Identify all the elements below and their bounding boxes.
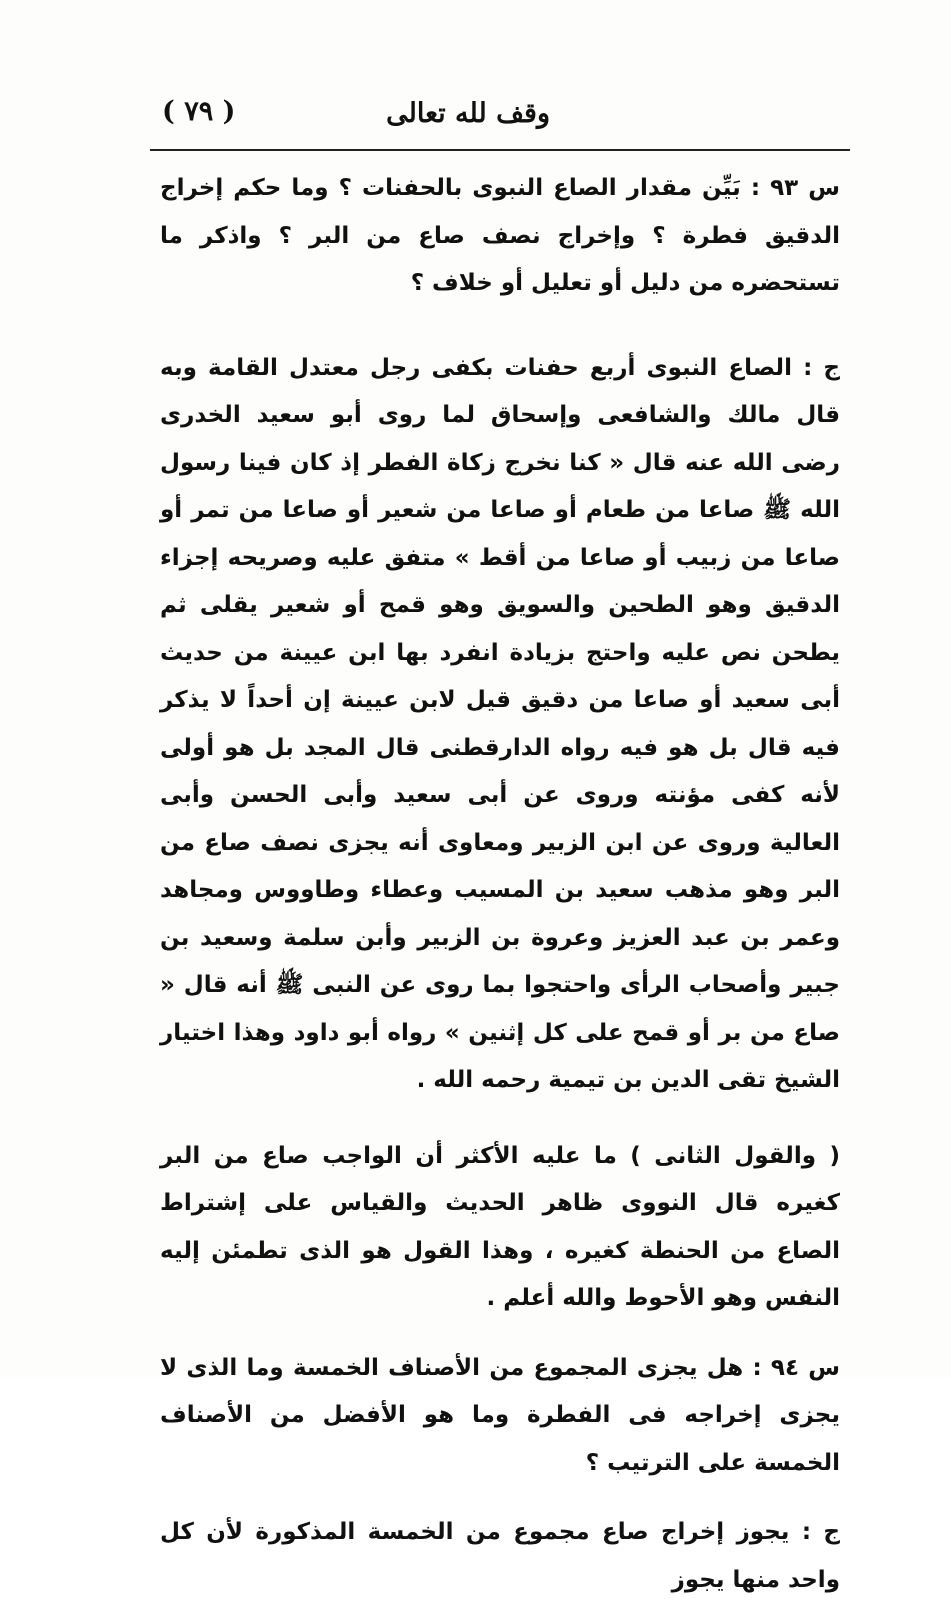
page-number: ( ٧٩ )	[162, 96, 236, 127]
question-93: س ٩٣ : بَيِّن مقدار الصاع النبوى بالحفنات ؟ وما حكم إخراج الدقيق فطرة ؟ وإخراج نصف صاع من البر ؟ واذكر ما تستحضره من دليل أو تعليل أو خلاف ؟	[160, 175, 840, 296]
page-header	[150, 92, 850, 142]
answer-93: ج : الصاع النبوى أربع حفنات بكفى رجل معتدل القامة وبه قال مالك والشافعى وإسحاق لما روى أبو سعيد الخدرى رضى الله عنه قال « كنا نخرج زكاة الفطر إذ كان فينا رسول الله ﷺ صاعا من طعام أو صاعا من شعير أو صاعا من تمر أو صاعا من زبيب أو صاعا من أقط » متفق عليه وصريحه إجزاء الدقيق وهو الطحين والسويق وهو قمح أو شعير يقلى ثم يطحن نص عليه واحتج بزيادة انفرد بها ابن عيينة من حديث أبى سعيد أو صاعا من دقيق قيل لابن عيينة إن أحداً لا يذكر فيه قال بل هو فيه رواه الدارقطنى قال المجد بل هو أولى لأنه كفى مؤنته وروى عن أبى سعيد وأبى الحسن وأبى العالية وروى عن ابن الزبير ومعاوى أنه يجزى نصف صاع من البر وهو مذهب سعيد بن المسيب وعطاء وطاووس ومجاهد وعمر بن عبد العزيز وعروة بن الزبير وأبن سلمة وسعيد بن جبير وأصحاب الرأى واحتجوا بما روى عن النبى ﷺ أنه قال « صاع من بر أو قمح على كل إثنين » رواه أبو داود وهذا اختيار الشيخ تقى الدين بن تيمية رحمه الله .	[160, 354, 840, 1093]
answer-94: ج : يجوز إخراج صاع مجموع من الخمسة المذكورة لأن كل واحد منها يجوز	[160, 1519, 840, 1593]
header-divider	[150, 149, 850, 151]
header-title: وقف لله تعالى	[386, 98, 550, 129]
body-text	[160, 165, 840, 1604]
second-opinion-paragraph: ( والقول الثانى ) ما عليه الأكثر أن الواجب صاع من البر كغيره قال النووى ظاهر الحديث والقياس على إشتراط الصاع من الحنطة كغيره ، وهذا القول هو الذى تطمئن إليه النفس وهو الأحوط والله أعلم .	[160, 1142, 840, 1311]
paragraph-gap	[160, 1487, 840, 1509]
paragraph-gap	[160, 1323, 840, 1345]
paragraph-gap	[160, 308, 840, 345]
paragraph-gap	[160, 1105, 840, 1133]
question-94: س ٩٤ : هل يجزى المجموع من الأصناف الخمسة وما الذى لا يجزى إخراجه فى الفطرة وما هو الأفضل من الأصناف الخمسة على الترتيب ؟	[160, 1354, 840, 1476]
